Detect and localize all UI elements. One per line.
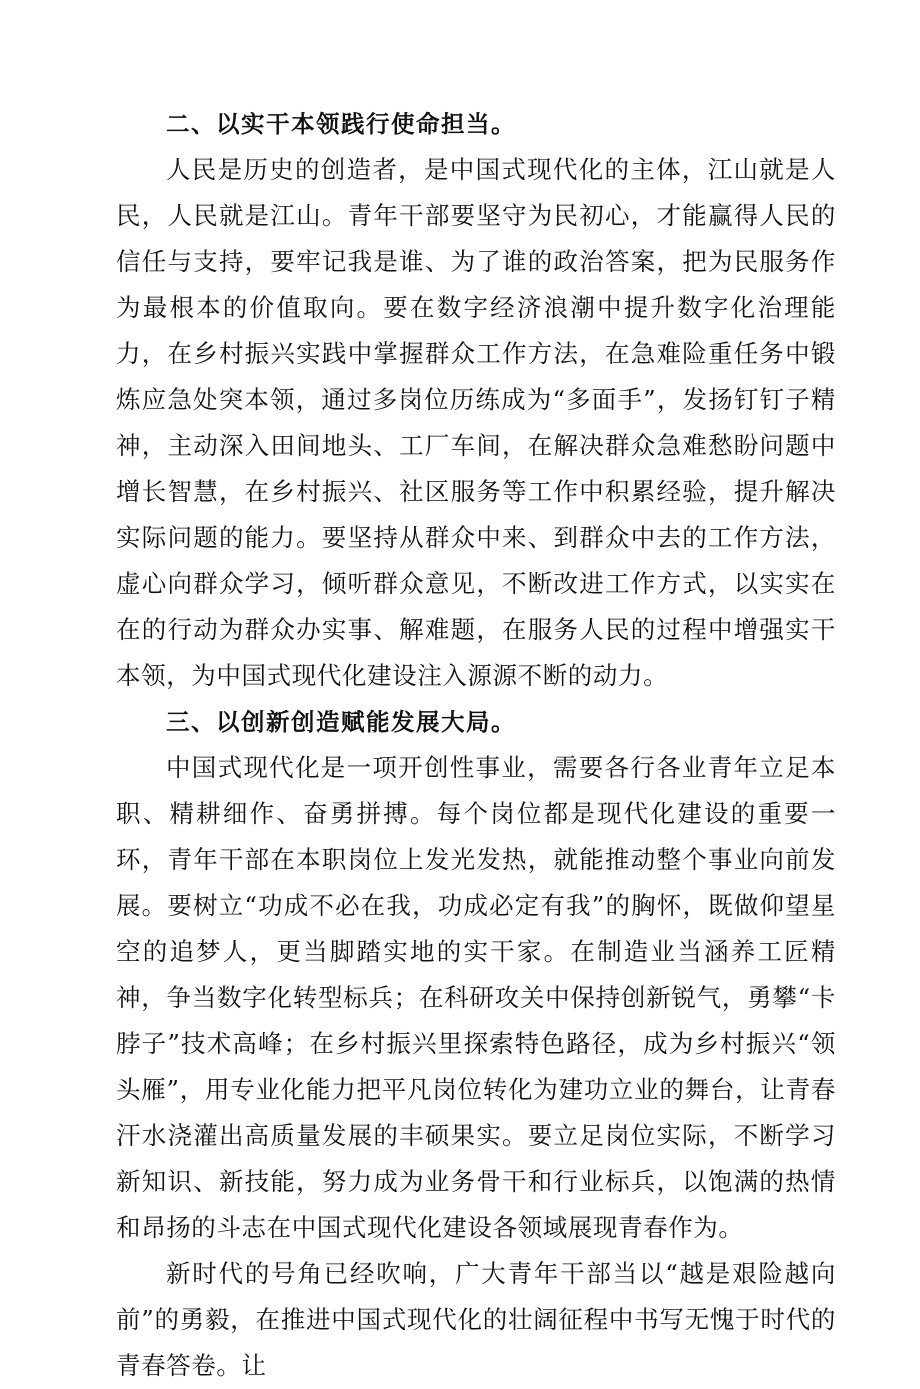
section-three-heading: 三、以创新创造赋能发展大局。 xyxy=(166,708,516,736)
document-body xyxy=(116,101,836,1389)
section-two-paragraph: 人民是历史的创造者，是中国式现代化的主体，江山就是人民，人民就是江山。青年干部要坚守为民初心，才能赢得人民的信任与支持，要牢记我是谁、为了谁的政治答案，把为民服务作为最根本的价值取向。要在数字经济浪潮中提升数字化治理能力，在乡村振兴实践中掌握群众工作方法，在急难险重任务中锻炼应急处突本领，通过多岗位历练成为“多面手”，发扬钉钉子精神，主动深入田间地头、工厂车间，在解决群众急难愁盼问题中增长智慧，在乡村振兴、社区服务等工作中积累经验，提升解决实际问题的能力。要坚持从群众中来、到群众中去的工作方法，虚心向群众学习，倾听群众意见，不断改进工作方式，以实实在在的行动为群众办实事、解难题，在服务人民的过程中增强实干本领，为中国式现代化建设注入源源不断的动力。 xyxy=(116,155,836,690)
section-three-paragraph: 中国式现代化是一项开创性事业，需要各行各业青年立足本职、精耕细作、奋勇拼搏。每个岗位都是现代化建设的重要一环，青年干部在本职岗位上发光发热，就能推动整个事业向前发展。要树立“功成不必在我，功成必定有我”的胸怀，既做仰望星空的追梦人，更当脚踏实地的实干家。在制造业当涵养工匠精神，争当数字化转型标兵；在科研攻关中保持创新锐气，勇攀“卡脖子”技术高峰；在乡村振兴里探索特色路径，成为乡村振兴“领头雁”，用专业化能力把平凡岗位转化为建功立业的舞台，让青春汗水浇灌出高质量发展的丰硕果实。要立足岗位实际，不断学习新知识、新技能，努力成为业务骨干和行业标兵，以饱满的热情和昂扬的斗志在中国式现代化建设各领域展现青春作为。 xyxy=(116,753,836,1242)
closing-paragraph: 新时代的号角已经吹响，广大青年干部当以“越是艰险越向前”的勇毅，在推进中国式现代化的壮阔征程中书写无愧于时代的青春答卷。让 xyxy=(116,1259,836,1380)
section-two-heading: 二、以实干本领践行使命担当。 xyxy=(166,110,516,138)
